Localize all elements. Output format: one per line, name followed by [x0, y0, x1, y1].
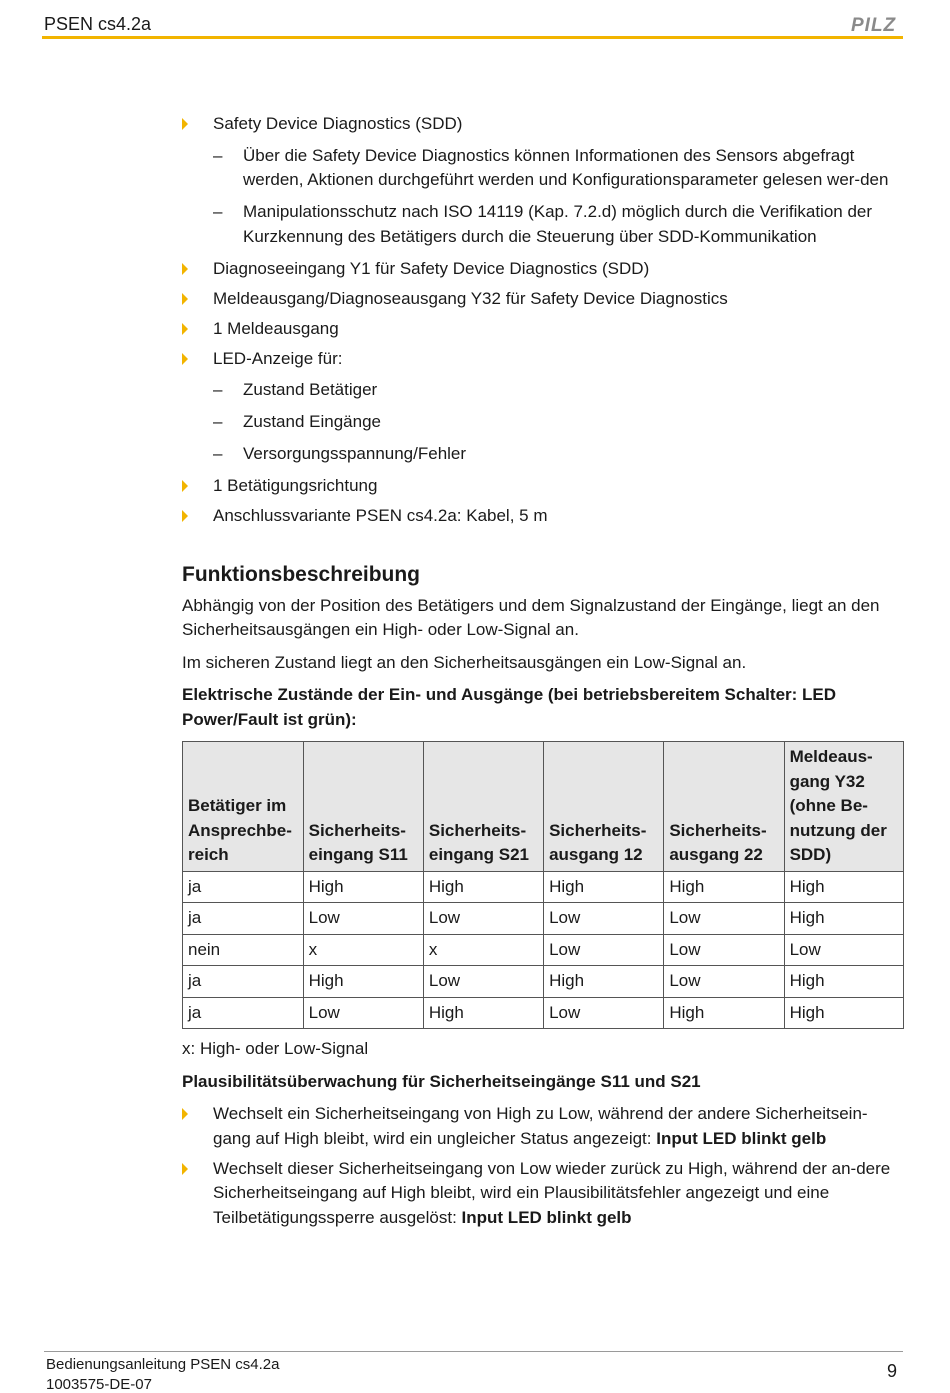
list-item: Wechselt dieser Sicherheitseingang von Low wieder zurück zu High, während der an-dere Sicherheitseingang auf High bleibt, wird ein Plausibilitätsfehler angezeigt und eine Teilbetätigungssperre ausgelöst: Input LED blinkt gelb	[182, 1157, 904, 1231]
triangle-arrow-right-icon	[182, 118, 188, 130]
column-header: Sicherheits-ausgang 22	[664, 742, 784, 872]
dash-icon: –	[213, 444, 223, 463]
sub-list-item: – Zustand Betätiger	[213, 378, 904, 403]
triangle-arrow-right-icon	[182, 1163, 188, 1175]
column-header: Meldeaus-gang Y32 (ohne Be-nutzung der SDD)	[784, 742, 903, 872]
table-row	[183, 903, 904, 935]
table-cell: High	[784, 871, 903, 903]
triangle-arrow-right-icon	[182, 323, 188, 335]
sub-list	[213, 378, 904, 467]
list-item: 1 Meldeausgang	[182, 317, 904, 342]
footer-rule	[44, 1351, 903, 1352]
table-cell: Low	[664, 903, 784, 935]
table-row	[183, 966, 904, 998]
section-heading: Funktionsbeschreibung	[182, 562, 421, 586]
triangle-arrow-right-icon	[182, 1108, 188, 1120]
sub-list	[213, 144, 904, 250]
footer-doc-number: 1003575-DE-07	[46, 1376, 152, 1393]
table-header-row	[183, 742, 904, 872]
main-content	[182, 112, 904, 1236]
table-cell: High	[784, 997, 903, 1029]
dash-icon: –	[213, 412, 223, 431]
table-cell: ja	[183, 997, 304, 1029]
table-cell: High	[784, 966, 903, 998]
table-cell: High	[544, 871, 664, 903]
table-cell: nein	[183, 934, 304, 966]
sub-list-item: – Über die Safety Device Diagnostics können Informationen des Sensors abgefragt werden, Aktionen durchgeführt werden und Konfigurationsparameter gelesen wer-den	[213, 145, 889, 189]
header-rule	[42, 36, 903, 39]
table-cell: Low	[664, 934, 784, 966]
table-cell: Low	[303, 903, 423, 935]
triangle-arrow-right-icon	[182, 263, 188, 275]
table-cell: x	[303, 934, 423, 966]
table-row	[183, 997, 904, 1029]
table-cell: High	[423, 997, 543, 1029]
feature-list	[182, 112, 904, 529]
subsection-heading: Plausibilitätsüberwachung für Sicherheitseingänge S11 und S21	[182, 1071, 701, 1091]
column-header: Sicherheits-eingang S21	[423, 742, 543, 872]
paragraph: Im sicheren Zustand liegt an den Sicherheitsausgängen ein Low-Signal an.	[182, 652, 747, 672]
table-cell: ja	[183, 903, 304, 935]
table-row	[183, 871, 904, 903]
list-item: Meldeausgang/Diagnoseausgang Y32 für Safety Device Diagnostics	[182, 287, 904, 312]
triangle-arrow-right-icon	[182, 510, 188, 522]
svg-text:PILZ: PILZ	[851, 15, 897, 33]
table-cell: High	[664, 871, 784, 903]
pilz-logo	[851, 15, 903, 33]
table-cell: x	[423, 934, 543, 966]
triangle-arrow-right-icon	[182, 293, 188, 305]
list-item: Wechselt ein Sicherheitseingang von High zu Low, während der andere Sicherheitsein-gang auf High bleibt, wird ein ungleicher Status angezeigt: Input LED blinkt gelb	[182, 1102, 904, 1151]
table-cell: Low	[664, 966, 784, 998]
states-table	[182, 741, 904, 1029]
footer-title: Bedienungsanleitung PSEN cs4.2a	[46, 1356, 280, 1373]
table-cell: Low	[423, 966, 543, 998]
table-cell: Low	[784, 934, 903, 966]
dash-icon: –	[213, 145, 223, 165]
table-cell: High	[303, 966, 423, 998]
sub-list-item: – Manipulationsschutz nach ISO 14119 (Kap. 7.2.d) möglich durch die Verifikation der Kurzkennung des Betätigers durch die Steuerung über SDD-Kommunikation	[213, 202, 873, 246]
table-cell: High	[303, 871, 423, 903]
table-cell: Low	[544, 934, 664, 966]
paragraph: Abhängig von der Position des Betätigers und dem Signalzustand der Eingänge, liegt an den Sicherheitsausgängen ein High- oder Low-Signal an.	[182, 595, 880, 639]
table-caption: Elektrische Zustände der Ein- und Ausgänge (bei betriebsbereitem Schalter: LED Power/Fault ist grün):	[182, 685, 837, 729]
table-cell: High	[664, 997, 784, 1029]
doc-short-title: PSEN cs4.2a	[44, 14, 152, 34]
table-cell: Low	[423, 903, 543, 935]
table-row	[183, 934, 904, 966]
triangle-arrow-right-icon	[182, 353, 188, 365]
list-item: LED-Anzeige für: – Zustand Betätiger – Zustand Eingänge – Versorgungsspannung/Fehler	[182, 347, 904, 467]
page-number: 9	[886, 1361, 897, 1381]
table-cell: ja	[183, 871, 304, 903]
list-item: 1 Betätigungsrichtung	[182, 474, 904, 499]
sub-list-item: – Zustand Eingänge	[213, 410, 904, 435]
dash-icon: –	[213, 380, 223, 399]
triangle-arrow-right-icon	[182, 480, 188, 492]
column-header: Betätiger im Ansprechbe-reich	[183, 742, 304, 872]
column-header: Sicherheits-eingang S11	[303, 742, 423, 872]
column-header: Sicherheits-ausgang 12	[544, 742, 664, 872]
dash-icon: –	[213, 202, 223, 221]
table-note: x: High- oder Low-Signal	[182, 1039, 369, 1058]
table-cell: ja	[183, 966, 304, 998]
table-cell: High	[423, 871, 543, 903]
list-item: Diagnoseeingang Y1 für Safety Device Diagnostics (SDD)	[182, 257, 904, 282]
table-cell: High	[544, 966, 664, 998]
list-item: Anschlussvariante PSEN cs4.2a: Kabel, 5 m	[182, 504, 904, 529]
sub-list-item: – Versorgungsspannung/Fehler	[213, 442, 904, 467]
table-cell: Low	[544, 903, 664, 935]
plausibility-list	[182, 1102, 904, 1230]
table-cell: High	[784, 903, 903, 935]
table-cell: Low	[544, 997, 664, 1029]
table-cell: Low	[303, 997, 423, 1029]
list-item: Safety Device Diagnostics (SDD) – Über die Safety Device Diagnostics können Informationen des Sensors abgefragt werden, Aktionen durchgeführt werden und Konfigurationsparameter gelesen wer-den – Manipulationsschutz nach ISO 14119 (Kap. 7.2.d) möglich durch die Verifikation der Kurzkennung des Betätigers durch die Steuerung über SDD-Kommunikation	[182, 112, 904, 249]
